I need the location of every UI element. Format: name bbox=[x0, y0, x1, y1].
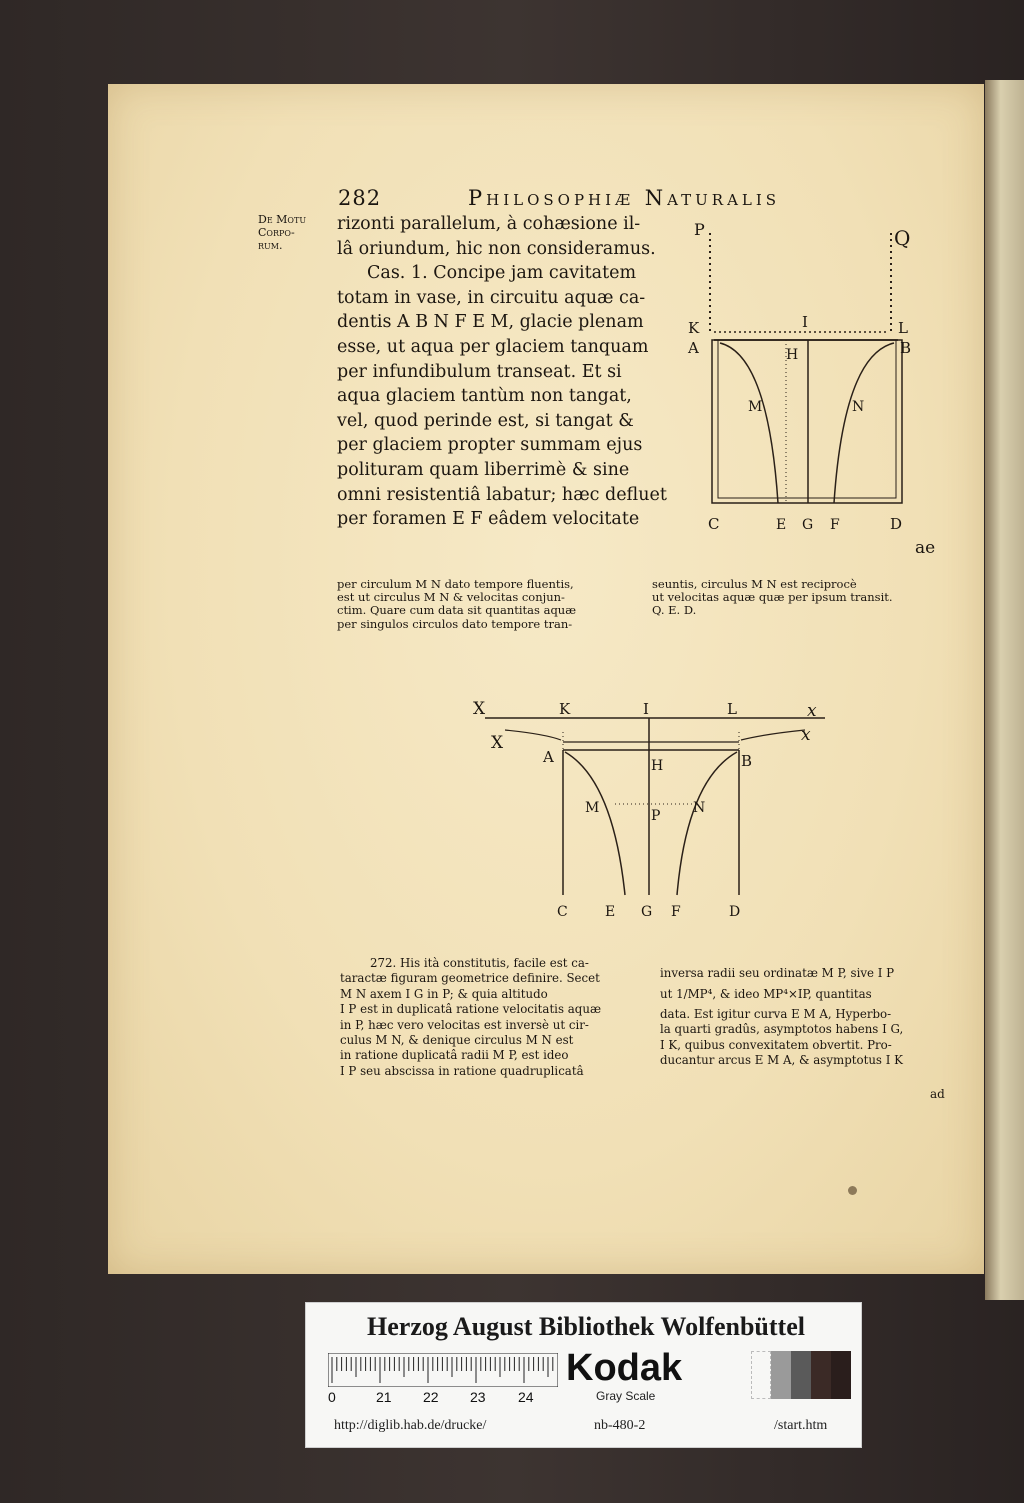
text-line: esse, ut aqua per glaciem tanquam bbox=[337, 336, 649, 357]
label-p: P bbox=[651, 808, 661, 824]
label-f: F bbox=[671, 904, 681, 920]
label-k: K bbox=[559, 700, 571, 718]
label-m: M bbox=[748, 399, 763, 415]
text-line: in ratione duplicatâ radii M P, est ideo bbox=[340, 1048, 569, 1063]
text-line: per infundibulum transeat. Et si bbox=[337, 361, 622, 382]
label-p: P bbox=[694, 220, 705, 239]
label-i: I bbox=[802, 313, 808, 331]
label-n: N bbox=[693, 800, 706, 816]
text-line: omni resistentiâ labatur; hæc defluet bbox=[337, 484, 667, 505]
card-title: Herzog August Bibliothek Wolfenbüttel bbox=[367, 1312, 805, 1341]
page-number: 282 bbox=[338, 186, 382, 210]
label-a: A bbox=[543, 748, 554, 766]
card-start: /start.htm bbox=[774, 1418, 828, 1433]
label-d: D bbox=[729, 904, 741, 920]
ruler-number: 21 bbox=[376, 1389, 392, 1405]
footnote-right bbox=[652, 578, 952, 618]
text-line: 272. His ità constitutis, facile est ca- bbox=[370, 956, 589, 970]
label-m: M bbox=[585, 800, 600, 816]
text-line: culus M N, & denique circulus M N est bbox=[340, 1033, 574, 1048]
margin-note-line: Corpo- bbox=[258, 226, 295, 239]
note-line: ctim. Quare cum data sit quantitas aquæ bbox=[337, 603, 577, 618]
swatch bbox=[771, 1351, 791, 1399]
label-a: A bbox=[688, 339, 699, 357]
text-line: aqua glaciem tantùm non tangat, bbox=[337, 386, 632, 407]
label-l: L bbox=[898, 319, 908, 337]
card-url: http://diglib.hab.de/drucke/ bbox=[334, 1418, 487, 1433]
text-line: vel, quod perinde est, si tangat & bbox=[337, 410, 634, 431]
kodak-logo: Kodak bbox=[566, 1347, 683, 1389]
main-text bbox=[337, 212, 679, 532]
text-line: data. Est igitur curva E M A, Hyperbo- bbox=[660, 1006, 892, 1021]
text-line: M N axem I G in P; & quia altitudo bbox=[340, 986, 548, 1001]
note-line: est ut circulus M N & velocitas conjun- bbox=[337, 590, 565, 605]
label-e: E bbox=[776, 517, 787, 533]
text-line: I P est in duplicatâ ratione velocitatis aquæ bbox=[340, 1002, 602, 1017]
label-q: Q bbox=[894, 226, 911, 250]
paragraph-272-right bbox=[660, 966, 955, 1068]
paragraph-272-left bbox=[340, 956, 645, 1079]
figure-vessel bbox=[680, 215, 920, 535]
label-c: C bbox=[708, 515, 720, 533]
text-line: dentis A B N F E M, glacie plenam bbox=[337, 312, 644, 333]
label-g: G bbox=[641, 904, 653, 920]
label-g: G bbox=[802, 517, 814, 533]
label-h: H bbox=[651, 758, 664, 774]
text-line: in P, hæc vero velocitas est inversè ut cir- bbox=[340, 1017, 589, 1032]
color-card bbox=[305, 1302, 862, 1448]
text-line: la quarti gradûs, asymptotos habens I G, bbox=[660, 1022, 904, 1037]
text-line: ut 1/MP⁴, & ideo MP⁴×IP, quantitas bbox=[660, 987, 872, 1002]
catchword-top: ae bbox=[915, 538, 936, 558]
text-line: I P seu abscissa in ratione quadruplicatâ bbox=[340, 1063, 584, 1078]
text-line: per foramen E F eâdem velocitate bbox=[337, 509, 640, 530]
label-x-lower: x bbox=[807, 701, 817, 721]
note-line: ut velocitas aquæ quæ per ipsum transit. bbox=[652, 590, 893, 605]
footnote-left bbox=[337, 578, 639, 631]
note-line: seuntis, circulus M N est reciprocè bbox=[652, 577, 857, 591]
text-line: per glaciem propter summam ejus bbox=[337, 435, 643, 456]
label-b: B bbox=[900, 339, 912, 357]
label-e: E bbox=[605, 904, 616, 920]
note-line: per circulum M N dato tempore fluentis, bbox=[337, 577, 574, 591]
text-line: lâ oriundum, hic non consideramus. bbox=[337, 238, 656, 259]
swatch bbox=[831, 1351, 851, 1399]
next-page-edge bbox=[985, 80, 1024, 1300]
ruler-number: 22 bbox=[423, 1389, 439, 1405]
label-x-second-lower: x bbox=[801, 725, 811, 745]
text-line: inversa radii seu ordinatæ M P, sive I P bbox=[660, 966, 895, 980]
text-line: taractæ figuram geometrice definire. Secet bbox=[340, 971, 600, 986]
catchword-bottom: ad bbox=[930, 1087, 945, 1101]
figure-cataract bbox=[465, 690, 845, 930]
swatch bbox=[751, 1351, 771, 1399]
note-line: per singulos circulos dato tempore tran- bbox=[337, 616, 573, 631]
label-i: I bbox=[643, 700, 649, 718]
label-x: X bbox=[473, 699, 486, 719]
label-x-second: X bbox=[491, 733, 504, 753]
label-f: F bbox=[830, 517, 840, 533]
margin-note bbox=[258, 213, 336, 252]
text-line: totam in vase, in circuitu aquæ ca- bbox=[337, 287, 646, 308]
text-line: I K, quibus convexitatem obvertit. Pro- bbox=[660, 1037, 892, 1052]
text-line: ducantur arcus E M A, & asymptotus I K bbox=[660, 1053, 903, 1068]
ruler-number: 23 bbox=[470, 1389, 486, 1405]
card-shelfmark: nb-480-2 bbox=[594, 1418, 646, 1433]
label-l: L bbox=[727, 700, 737, 718]
ruler bbox=[328, 1353, 558, 1387]
text-line: rizonti parallelum, à cohæsione il- bbox=[337, 214, 641, 234]
swatch bbox=[811, 1351, 831, 1399]
note-line: Q. E. D. bbox=[652, 603, 697, 618]
ruler-numbers bbox=[328, 1389, 558, 1405]
label-b: B bbox=[741, 752, 753, 770]
margin-note-line: rum. bbox=[258, 239, 283, 252]
gray-scale-label: Gray Scale bbox=[596, 1389, 656, 1403]
running-header bbox=[338, 186, 828, 212]
label-d: D bbox=[890, 515, 903, 533]
paper-spot bbox=[848, 1186, 857, 1195]
ruler-number: 24 bbox=[518, 1389, 534, 1405]
gray-swatches bbox=[751, 1351, 851, 1399]
margin-note-line: De Motu bbox=[258, 213, 307, 226]
swatch bbox=[791, 1351, 811, 1399]
running-title: Philosophiæ Naturalis bbox=[468, 186, 781, 210]
label-c: C bbox=[557, 904, 568, 920]
ruler-number: 0 bbox=[328, 1389, 336, 1405]
label-h: H bbox=[786, 347, 799, 363]
text-line: polituram quam liberrimè & sine bbox=[337, 459, 630, 480]
label-n: N bbox=[852, 399, 865, 415]
text-line: Cas. 1. Concipe jam cavitatem bbox=[367, 263, 637, 284]
label-k: K bbox=[688, 319, 700, 337]
